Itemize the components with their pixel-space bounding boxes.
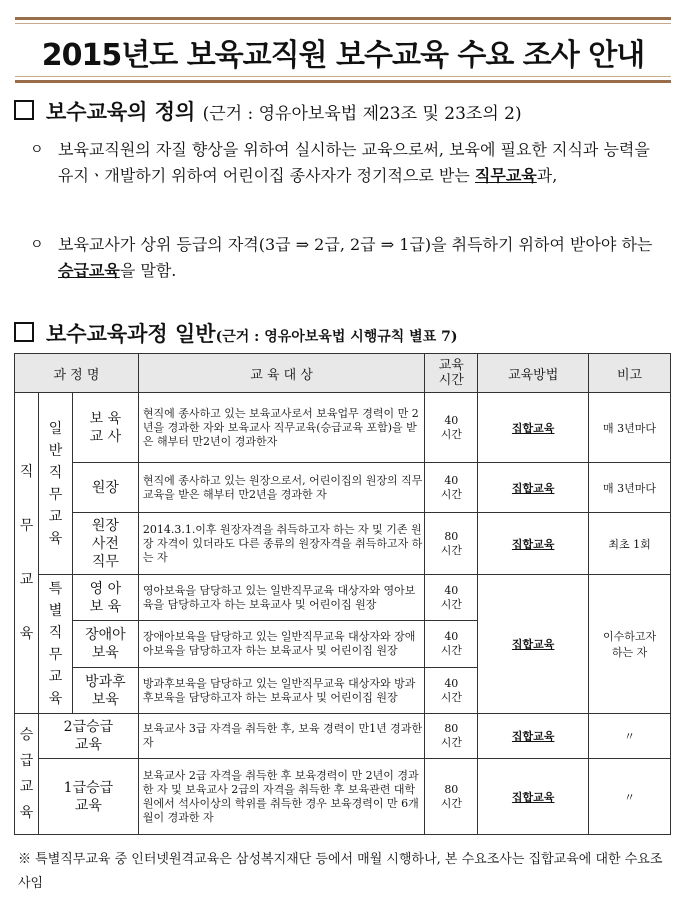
row-target: 보육교사 2급 자격을 취득한 후 보육경력이 만 2년이 경과한 자 및 보육교사 2급의 자격을 취득한 후 보육관련 대학원에서 석사이상의 학위를 취득한 경우 보육경력이 만 6개월이 경과한 자	[138, 759, 425, 835]
row-name: 원장	[72, 463, 138, 513]
title-box	[15, 17, 671, 83]
header-method: 교육방법	[478, 354, 589, 393]
row-hours: 40 시간	[425, 463, 478, 513]
table-row	[15, 575, 671, 621]
section-course-reference: (근거 : 영유아보육법 시행규칙 별표 7)	[215, 329, 458, 345]
sub-teukbyeol: 특 별 직 무 교 육	[38, 575, 72, 714]
row-target: 보육교사 3급 자격을 취득한 후, 보육 경력이 만1년 경과한 자	[138, 714, 425, 759]
row-target: 현직에 종사하고 있는 원장으로서, 어린이집의 원장의 직무교육을 받은 해부터 만2년을 경과한 자	[138, 463, 425, 513]
bullet-circle-icon: ㅇ	[30, 142, 44, 158]
header-note: 비고	[589, 354, 671, 393]
checkbox-square-icon	[14, 100, 34, 120]
row-target: 장애아보육을 담당하고 있는 일반직무교육 대상자와 장애아보육을 담당하고자 하는 보육교사 및 어린이집 원장	[138, 621, 425, 668]
group-seunggeup: 승 급 교 육	[15, 714, 39, 835]
row-hours: 40 시간	[425, 393, 478, 463]
row-method: 집합교육	[478, 393, 589, 463]
table-row	[15, 714, 671, 759]
row-name: 방과후 보육	[72, 668, 138, 714]
row-hours: 80 시간	[425, 759, 478, 835]
definition-bullet-2: ㅇ 보육교사가 상위 등급의 자격(3급 ⇒ 2급, 2급 ⇒ 1급)을 취득하기 위하여 받아야 하는 승급교육을 말함.	[30, 232, 660, 284]
row-name: 2급승급 교육	[38, 714, 138, 759]
row-note: 〃	[589, 759, 671, 835]
table-row	[15, 463, 671, 513]
header-course-name: 과 정 명	[15, 354, 139, 393]
row-note: 매 3년마다	[589, 393, 671, 463]
row-name: 1급승급 교육	[38, 759, 138, 835]
row-method: 집합교육	[478, 463, 589, 513]
row-note-special: 이수하고자 하는 자	[589, 575, 671, 714]
definition-bullet-1: ㅇ 보육교직원의 자질 향상을 위하여 실시하는 교육으로써, 보육에 필요한 지식과 능력을 유지ㆍ개발하기 위하여 어린이집 종사자가 정기적으로 받는 직무교육과,	[30, 137, 660, 189]
row-hours: 80 시간	[425, 513, 478, 575]
row-hours: 40 시간	[425, 668, 478, 714]
term-seunggeup: 승급교육	[58, 261, 120, 280]
header-hours: 교육 시간	[425, 354, 478, 393]
row-target: 방과후보육을 담당하고 있는 일반직무교육 대상자와 방과후보육을 담당하고자 하는 보육교사 및 어린이집 원장	[138, 668, 425, 714]
row-hours: 80 시간	[425, 714, 478, 759]
term-jikmu: 직무교육	[474, 166, 537, 185]
table-row	[15, 759, 671, 835]
row-name: 장애아 보육	[72, 621, 138, 668]
table-row	[15, 513, 671, 575]
checkbox-square-icon	[14, 322, 34, 342]
row-hours: 40 시간	[425, 575, 478, 621]
section-definition-reference: (근거 : 영유아보육법 제23조 및 23조의 2)	[202, 104, 522, 124]
section-course-heading: 보수교육과정 일반(근거 : 영유아보육법 시행규칙 별표 7)	[14, 318, 457, 348]
row-method: 집합교육	[478, 513, 589, 575]
table-header-row	[15, 354, 671, 393]
row-target: 현직에 종사하고 있는 보육교사로서 보육업무 경력이 만 2년을 경과한 자와 보육교사 직무교육(승급교육 포함)을 받은 해부터 만2년이 경과한자	[138, 393, 425, 463]
header-target: 교 육 대 상	[138, 354, 425, 393]
group-jikmu: 직 무 교 육	[15, 393, 39, 714]
row-note: 〃	[589, 714, 671, 759]
row-method: 집합교육	[478, 759, 589, 835]
row-note: 매 3년마다	[589, 463, 671, 513]
sub-ilban: 일 반 직 무 교 육	[38, 393, 72, 575]
row-method: 집합교육	[478, 714, 589, 759]
footnote: ※ 특별직무교육 중 인터넷원격교육은 삼성복지재단 등에서 매월 시행하나, 본 수요조사는 집합교육에 대한 수요조사임	[18, 852, 663, 891]
page-title: 2015년도 보육교직원 보수교육 수요 조사 안내	[41, 38, 645, 73]
section-definition-heading: 보수교육의 정의 (근거 : 영유아보육법 제23조 및 23조의 2)	[14, 96, 522, 126]
table-row	[15, 393, 671, 463]
row-note: 최초 1회	[589, 513, 671, 575]
bullet-circle-icon: ㅇ	[30, 237, 44, 253]
row-target: 2014.3.1.이후 원장자격을 취득하고자 하는 자 및 기존 원장 자격이 있더라도 다른 종류의 원장자격을 취득하고자 하는 자	[138, 513, 425, 575]
row-name: 원장 사전 직무	[72, 513, 138, 575]
row-name: 영 아 보 육	[72, 575, 138, 621]
row-hours: 40 시간	[425, 621, 478, 668]
row-name: 보 육 교 사	[72, 393, 138, 463]
course-table	[14, 353, 671, 835]
row-target: 영아보육을 담당하고 있는 일반직무교육 대상자와 영아보육을 담당하고자 하는 보육교사 및 어린이집 원장	[138, 575, 425, 621]
row-method-special: 집합교육	[478, 575, 589, 714]
